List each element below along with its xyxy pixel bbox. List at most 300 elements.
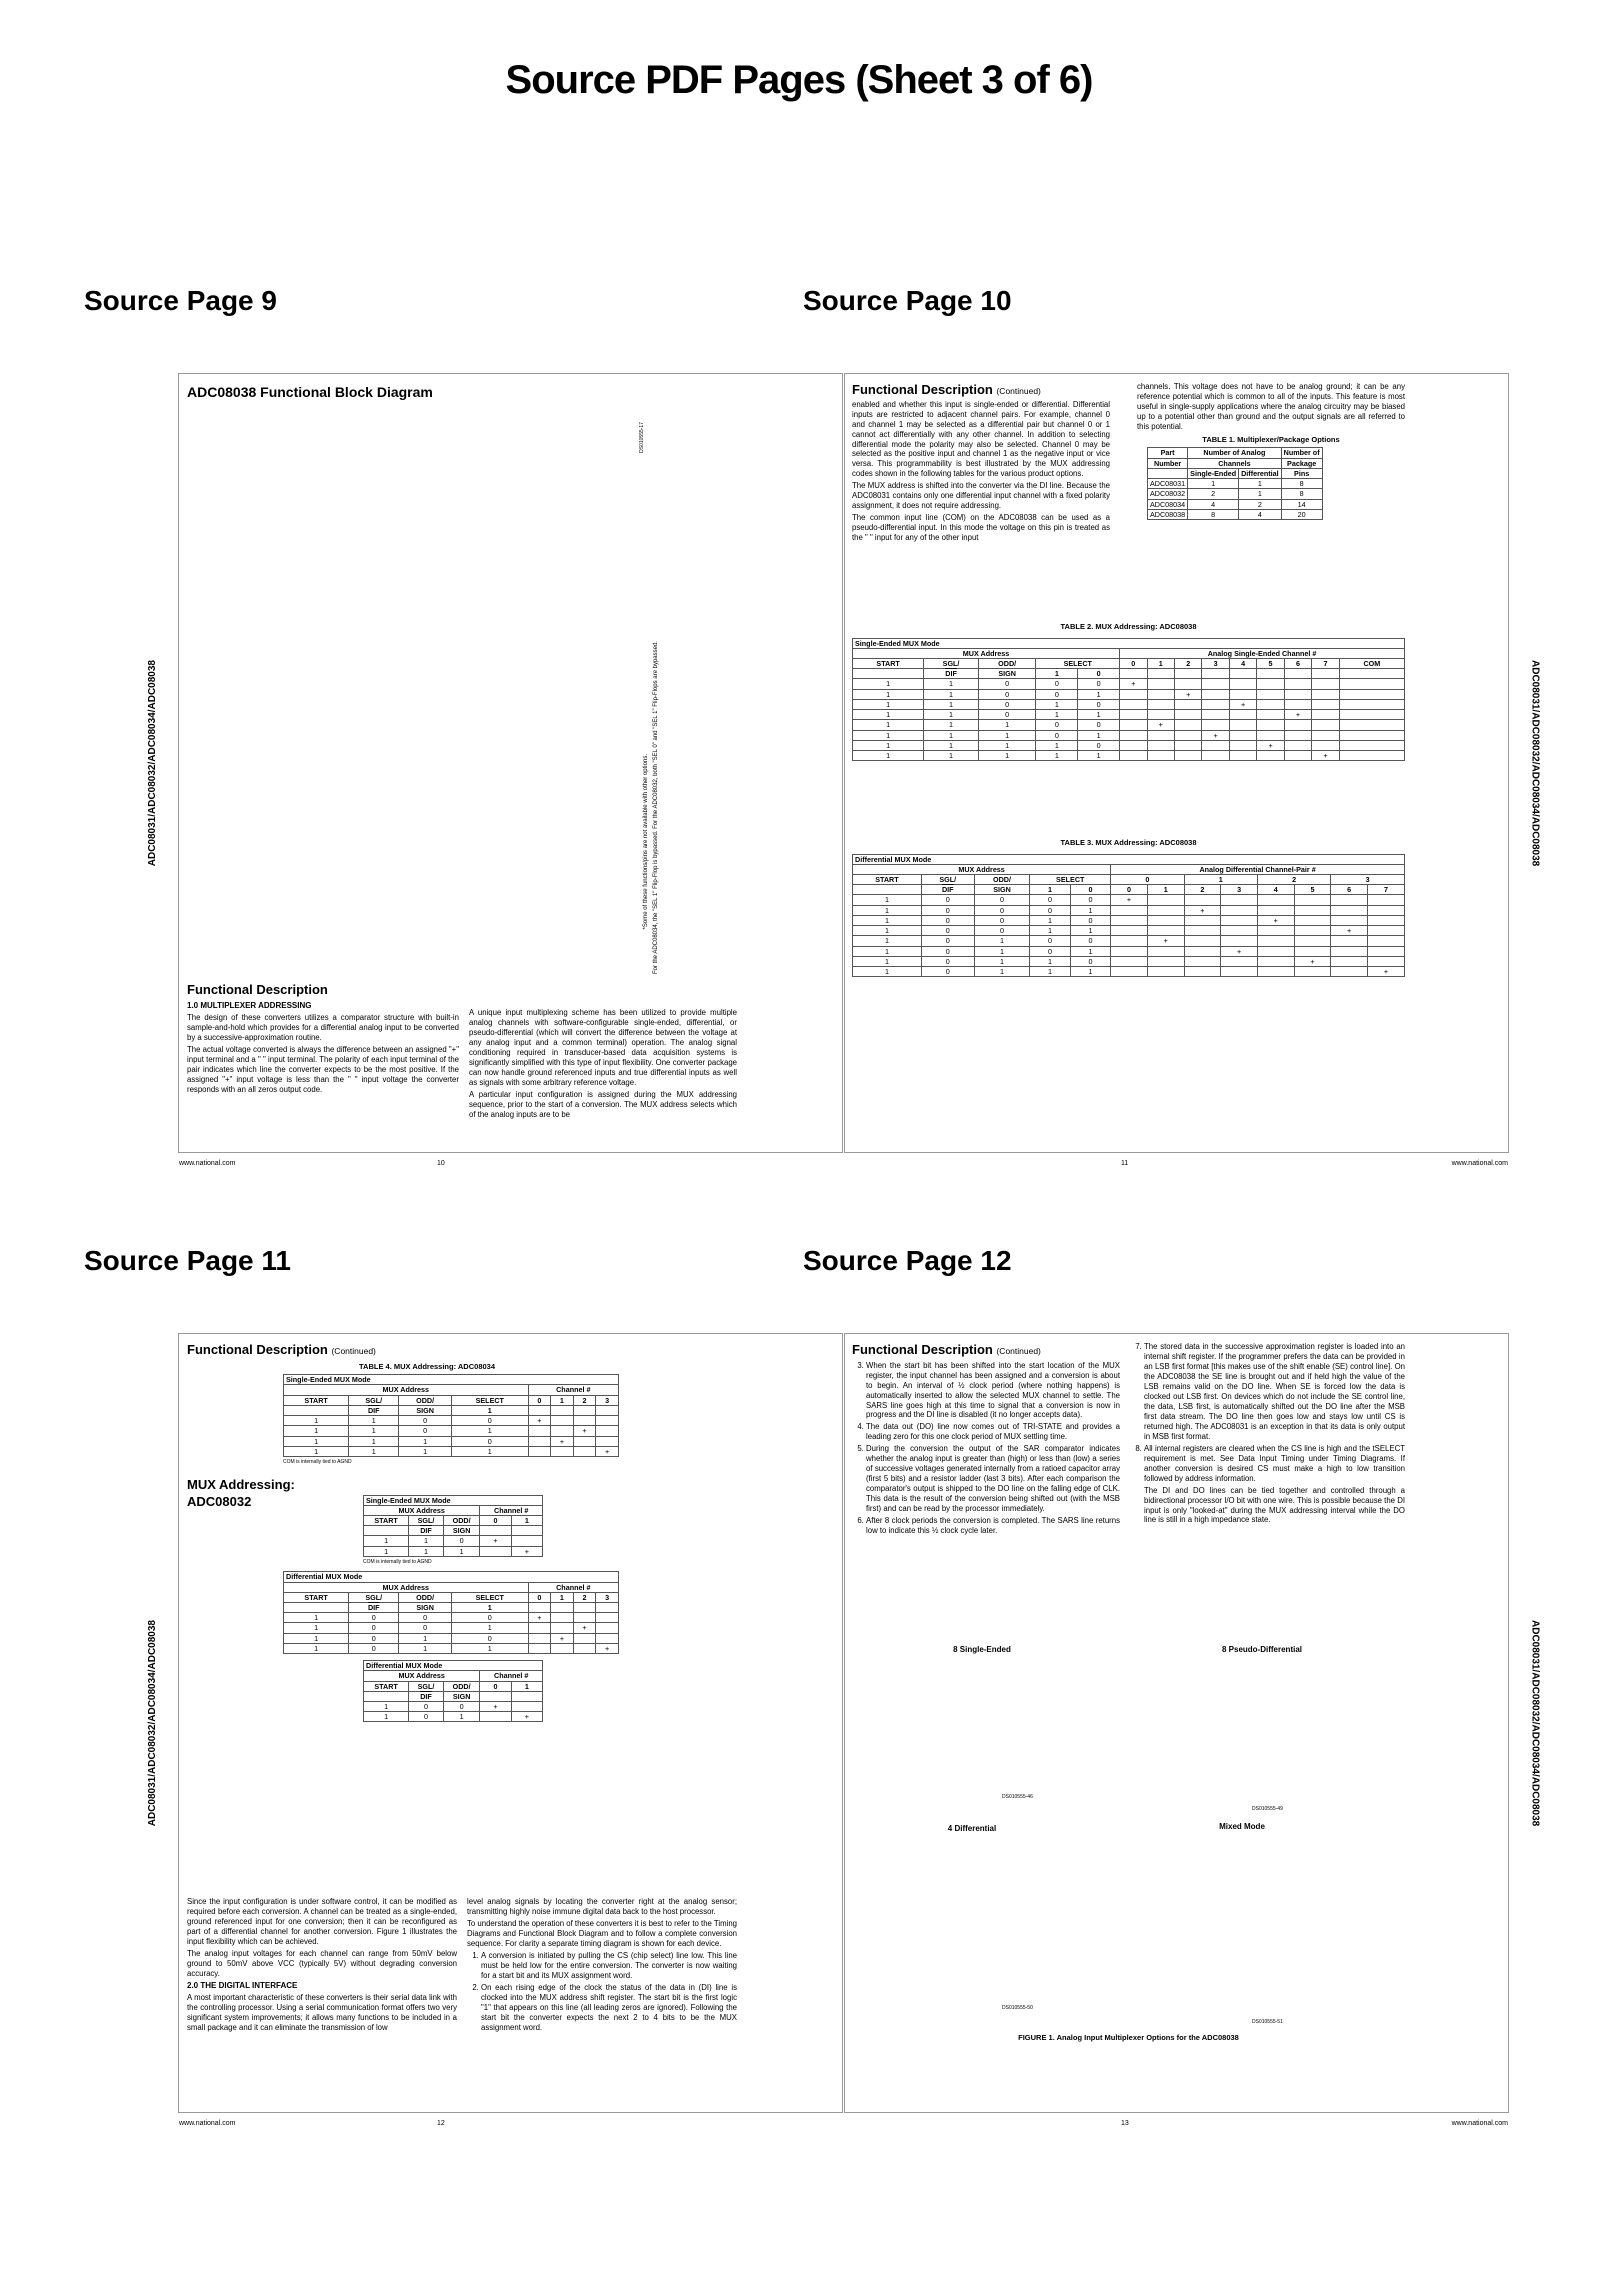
table-cell: 0 [1070, 895, 1110, 905]
table-cell [1284, 740, 1311, 750]
table-cell [1257, 895, 1294, 905]
table-cell: + [1111, 895, 1148, 905]
table-cell: 1 [399, 1643, 452, 1653]
source-page-10-label: Source Page 10 [803, 285, 1012, 316]
table-cell: 0 [349, 1633, 399, 1643]
table-cell [1202, 751, 1229, 761]
table-cell: 1 [853, 710, 924, 720]
figure-code: DS010555-51 [1252, 2019, 1283, 2025]
table-cell [1339, 720, 1404, 730]
table-cell [1184, 967, 1221, 977]
table-cell: 1 [349, 1446, 399, 1456]
adc08032-differential-table: Differential MUX Mode MUX Address Channel # START SGL/ ODD/ SELECT 0 1 2 3 $\overline{DIF}$ SIGN 1 1 0 0 0 + 1 0 0 1 + 1 0 1 0 + 1 0 1 1 + [283, 1571, 619, 1654]
figure-label: Mixed Mode [1219, 1822, 1265, 1831]
paragraph: The actual voltage converted is always the difference between an assigned "+" input terminal and a " " input terminal. The polarity of each input terminal of the pair indicates which line the converter expects to be the most positive. If the assigned "+" input voltage is less than the " " input voltage the converter responds with an all zeros output code. [187, 1044, 459, 1094]
table-cell: 14 [1281, 499, 1322, 509]
table-cell [1312, 720, 1339, 730]
table-row [853, 895, 1405, 905]
table-cell: 1 [1239, 479, 1282, 489]
table-cell: 1 [924, 730, 979, 740]
table-row [284, 1436, 619, 1446]
table-cell [1339, 751, 1404, 761]
table-cell: 1 [853, 926, 922, 936]
table-cell: 0 [1070, 956, 1110, 966]
table-cell [1257, 689, 1284, 699]
table-cell [528, 1436, 551, 1446]
table-cell [551, 1416, 574, 1426]
table-row [853, 956, 1405, 966]
page-number: 11 [1121, 1160, 1129, 1167]
table-cell: 20 [1281, 509, 1322, 519]
table-cell: 1 [924, 751, 979, 761]
paragraph: enabled and whether this input is single-ended or differential. Differential inputs are restricted to adjacent channel pairs. For example, channel 0 and channel 1 may be selected as a differential pair but channel 0 or 1 cannot act differentially with any other channel. In addition to selecting differential mode the polarity may also be selected. Channel 0 may be selected as the positive input and channel 1 as the negative input or vice versa. This programmability is best illustrated by the MUX addressing codes shown in the following tables for the various product options. [852, 399, 1110, 479]
table-cell: 1 [974, 946, 1030, 956]
table-cell [1257, 967, 1294, 977]
table-cell [1257, 956, 1294, 966]
table-row [853, 699, 1405, 709]
section-title: Functional Description (Continued) [852, 382, 1041, 397]
table-cell [1331, 946, 1368, 956]
table-cell [1111, 956, 1148, 966]
table-cell [1312, 730, 1339, 740]
table-cell [1221, 936, 1258, 946]
table-cell: 1 [853, 946, 922, 956]
table-cell [1147, 926, 1184, 936]
figure-label: 8 Single-Ended [953, 1645, 1011, 1654]
table-cell: 0 [349, 1643, 399, 1653]
table-cell [1147, 689, 1174, 699]
table-cell [1120, 699, 1147, 709]
table-cell: + [596, 1446, 619, 1456]
table-cell [1111, 915, 1148, 925]
table-cell: 1 [451, 1643, 528, 1653]
table-cell [573, 1446, 596, 1456]
table-row [853, 936, 1405, 946]
table-cell: 1 [1070, 967, 1110, 977]
side-title: ADC08031/ADC08032/ADC08034/ADC08038 [1529, 659, 1541, 867]
table-cell [1312, 710, 1339, 720]
table-cell: 1 [1036, 751, 1078, 761]
table-cell [573, 1643, 596, 1653]
table-row [284, 1613, 619, 1623]
table-row [284, 1623, 619, 1633]
table-cell: ADC08038 [1148, 509, 1188, 519]
table-cell: + [480, 1701, 511, 1711]
table-cell: 0 [1078, 740, 1120, 750]
table-row [853, 905, 1405, 915]
paragraph: A particular input configuration is assigned during the MUX addressing sequence, prior to the start of a conversion. The MUX address selects which of the analog inputs are to be [469, 1089, 737, 1119]
table-cell [1202, 679, 1229, 689]
table-cell: 1 [1070, 905, 1110, 915]
table-cell [1339, 730, 1404, 740]
table-note: COM is internally tied to AGND [283, 1458, 352, 1465]
table-cell: 0 [399, 1416, 452, 1426]
table-cell: 1 [1030, 926, 1070, 936]
table-cell: 1 [974, 956, 1030, 966]
table-cell [1294, 967, 1331, 977]
table-cell [1184, 926, 1221, 936]
table-row [853, 689, 1405, 699]
table-cell [1229, 740, 1256, 750]
table-row [364, 1701, 543, 1711]
table-cell: 1 [853, 967, 922, 977]
table-cell: 0 [1030, 936, 1070, 946]
table-cell [1339, 710, 1404, 720]
table-cell [1257, 679, 1284, 689]
footer-url: www.national.com [1451, 1160, 1508, 1167]
table-cell: 1 [1036, 699, 1078, 709]
paragraph: The DI and DO lines can be tied together and controlled through a bidirectional processor I/O bit with one wire. This is possible because the DI input is only "looked-at" during the MUX addressing interval while the DO line is still in a high impedance state. [1144, 1485, 1405, 1525]
table-cell: 0 [1036, 689, 1078, 699]
table-cell: 1 [284, 1426, 349, 1436]
table-cell: 0 [921, 895, 974, 905]
table-cell: 1 [284, 1436, 349, 1446]
table-caption: TABLE 1. Multiplexer/Package Options [1202, 434, 1340, 444]
table-cell: 1 [924, 740, 979, 750]
table-cell [1257, 751, 1284, 761]
table-cell: 1 [284, 1643, 349, 1653]
table-cell [1331, 967, 1368, 977]
list-item: 7. The stored data in the successive approximation register is loaded into an internal shift register. If the programmer prefers the data can be provided in an LSB first format [this makes use of the shift enable (SE) control line]. On the ADC08038 the SE line is brought out and if held high the value of the LSB remains valid on the DO line. When SE is forced low the data is clocked out LSB first. On devices which do not include the SE control line, the data, LSB first, is automatically shifted out the DO line after the MSB first data stream. The DO line then goes low and stays low until CS is returned high. The ADC08031 is an exception in that its data is only output in MSB first format. [1144, 1342, 1405, 1442]
footer-url: www.national.com [1451, 2120, 1508, 2127]
section-title: ADC08032 [187, 1493, 252, 1509]
table-cell [1257, 905, 1294, 915]
side-title: ADC08031/ADC08032/ADC08034/ADC08038 [146, 659, 158, 867]
table-cell: + [480, 1536, 511, 1546]
table-cell: 2 [1188, 489, 1239, 499]
table-cell: + [551, 1436, 574, 1446]
table-cell: 1 [1188, 479, 1239, 489]
table-cell: + [1331, 926, 1368, 936]
table-cell: 0 [921, 926, 974, 936]
table-cell [1257, 710, 1284, 720]
table-cell [1147, 905, 1184, 915]
table-cell: + [511, 1712, 542, 1722]
table-cell [1184, 956, 1221, 966]
table-cell [1294, 905, 1331, 915]
source-page-11-label: Source Page 11 [84, 1245, 292, 1276]
table-cell [1367, 946, 1404, 956]
table-cell [1111, 905, 1148, 915]
table-cell: ADC08034 [1148, 499, 1188, 509]
table-cell [1257, 730, 1284, 740]
table-cell: + [1257, 915, 1294, 925]
table-cell [1229, 710, 1256, 720]
table-cell: 0 [974, 926, 1030, 936]
table-cell: + [596, 1643, 619, 1653]
table-cell: 0 [1030, 946, 1070, 956]
table-cell: 1 [284, 1633, 349, 1643]
table-row [284, 1426, 619, 1436]
table-cell: + [528, 1613, 551, 1623]
side-title: ADC08031/ADC08032/ADC08034/ADC08038 [1529, 1619, 1541, 1827]
table-row [853, 710, 1405, 720]
table-cell: + [1147, 720, 1174, 730]
page-number: 12 [437, 2120, 445, 2127]
table-cell [528, 1633, 551, 1643]
table-cell: 1 [451, 1623, 528, 1633]
table-cell: 1 [284, 1613, 349, 1623]
table-cell: 1 [853, 751, 924, 761]
table-cell [573, 1633, 596, 1643]
table-cell [1221, 905, 1258, 915]
table-cell [1147, 699, 1174, 709]
table-cell: 0 [451, 1436, 528, 1446]
figure-code: DS010555-17 [639, 422, 645, 453]
table-cell [1284, 679, 1311, 689]
table-cell [1202, 699, 1229, 709]
table-cell: 0 [451, 1416, 528, 1426]
table-cell: 1 [284, 1416, 349, 1426]
table-cell: 1 [974, 936, 1030, 946]
table-cell: 0 [443, 1701, 480, 1711]
side-title: ADC08031/ADC08032/ADC08034/ADC08038 [146, 1619, 158, 1827]
table-cell [1120, 720, 1147, 730]
figure-code: DS010555-46 [1002, 1794, 1033, 1800]
table-cell: + [528, 1416, 551, 1426]
table-cell [1367, 895, 1404, 905]
table-cell: 1 [443, 1546, 480, 1556]
table-cell: + [551, 1633, 574, 1643]
section-title: Functional Description (Continued) [852, 1342, 1041, 1357]
table-cell [1111, 926, 1148, 936]
table-cell [1147, 946, 1184, 956]
table-cell [1111, 967, 1148, 977]
table-cell: 0 [399, 1613, 452, 1623]
table-row [1148, 479, 1323, 489]
paragraph: Since the input configuration is under software control, it can be modified as required before each conversion. A channel can be treated as a single-ended, ground referenced input for one conversion; then it can be reconfigured as part of a differential channel for another conversion. Figure 1 illustrates the input flexibility which can be achieved. [187, 1897, 457, 1946]
table-cell: 1 [853, 915, 922, 925]
table-cell [596, 1613, 619, 1623]
table-cell: 0 [974, 895, 1030, 905]
figure-label: 4 Differential [947, 1824, 997, 1833]
table-cell: 1 [978, 740, 1036, 750]
list-item: 5. During the conversion the output of the SAR comparator indicates whether the analog input is greater than (high) or less than (low) a series of successive voltages generated internally from a ratioed capacitor array (first 5 bits) and a resistor ladder (last 3 bits). After each comparison the comparator's output is shipped to the DO line on the falling edge of CLK. This data is the result of the conversion being shifted out (with the MSB first) and can be read by the processor immediately. [866, 1444, 1120, 1514]
table-cell: + [1284, 710, 1311, 720]
table-cell [1147, 740, 1174, 750]
table-cell: 1 [1078, 710, 1120, 720]
table-cell [1229, 751, 1256, 761]
table-cell: + [1367, 967, 1404, 977]
table-cell [1229, 730, 1256, 740]
table-row [364, 1546, 543, 1556]
table-cell: + [1257, 740, 1284, 750]
table-cell: 1 [1030, 967, 1070, 977]
table-cell [1184, 936, 1221, 946]
table-cell [551, 1613, 574, 1623]
table-cell [1294, 946, 1331, 956]
table-cell: 0 [1078, 679, 1120, 689]
table-cell: 0 [1036, 679, 1078, 689]
table-cell [1174, 699, 1201, 709]
table-cell: + [573, 1623, 596, 1633]
table-cell [1294, 895, 1331, 905]
package-options-table: Part Number of Analog Number of Number Channels Package Single-Ended Differential Pins ADC08031 1 1 8 ADC08032 2 1 8 ADC08034 4 2 14 ADC08038 8 4 20 [1147, 447, 1323, 520]
table-row [853, 679, 1405, 689]
table-cell [1339, 689, 1404, 699]
table-cell [1202, 720, 1229, 730]
paragraph: The design of these converters utilizes a comparator structure with built-in sample-and-hold which provides for a differential analog input to be converted by a successive-approximation routine. [187, 1012, 459, 1042]
table-cell [1367, 915, 1404, 925]
table-cell: 1 [349, 1416, 399, 1426]
table-cell [1147, 967, 1184, 977]
table-cell [1174, 720, 1201, 730]
table-cell: + [1184, 905, 1221, 915]
table-cell: 1 [853, 679, 924, 689]
table-cell: 0 [443, 1536, 480, 1546]
table-cell: 1 [978, 720, 1036, 730]
table-cell [1312, 740, 1339, 750]
table-cell [596, 1633, 619, 1643]
table-cell [1174, 710, 1201, 720]
list-item: 6. After 8 clock periods the conversion is completed. The SARS line returns low to indicate this ½ clock cycle later. [866, 1516, 1120, 1536]
table-cell [1331, 956, 1368, 966]
table-cell [1120, 740, 1147, 750]
table-caption: TABLE 2. MUX Addressing: ADC08038 [1060, 622, 1197, 631]
table-cell [1147, 915, 1184, 925]
table-cell: 1 [1078, 751, 1120, 761]
table-cell: 0 [921, 956, 974, 966]
table-cell: + [1221, 946, 1258, 956]
table-cell: 2 [1239, 499, 1282, 509]
section-title: Functional Description [187, 982, 328, 997]
mux-differential-table: Differential MUX Mode MUX Address Analog Differential Channel-Pair # START SGL/ ODD/ SELECT 0 1 2 3 $\overline{DIF}$ SIGN 1 0 0 1 2 3 4 5 6 7 1 0 0 0 0 + 1 0 0 0 1 + 1 0 0 1 0 + 1 0 0 1 1 + 1 0 1 0 0 + 1 0 1 0 1 + 1 0 1 1 0 + 1 0 1 1 1 + [852, 854, 1405, 978]
table-cell [1147, 956, 1184, 966]
table-cell: 0 [978, 699, 1036, 709]
adc08034-single-ended-table: Single-Ended MUX Mode MUX Address Channel # START SGL/ ODD/ SELECT 0 1 2 3 $\overline{DIF}$ SIGN 1 1 1 0 0 + 1 1 0 1 + 1 1 1 0 + 1 1 1 1 + [283, 1374, 619, 1457]
diagram-note: For the ADC08034, the "SEL 1" Flip-Flop is bypassed. For the ADC08032, both "SEL 0" and "SEL 1" Flip-Flops are bypassed. [653, 641, 659, 974]
table-cell [528, 1446, 551, 1456]
pdf-page-11 [146, 1333, 843, 2127]
table-cell: 0 [451, 1613, 528, 1623]
table-cell: 1 [1030, 956, 1070, 966]
table-cell: 1 [1070, 926, 1110, 936]
table-row [1148, 499, 1323, 509]
table-cell: 1 [451, 1446, 528, 1456]
pdf-page-9 [146, 373, 843, 1167]
table-row [853, 946, 1405, 956]
table-cell [1174, 740, 1201, 750]
table-cell [551, 1426, 574, 1436]
page-title: ADC08038 Functional Block Diagram [187, 384, 433, 400]
table-cell [1294, 936, 1331, 946]
table-cell [1331, 915, 1368, 925]
table-cell: 1 [349, 1436, 399, 1446]
table-cell [1331, 905, 1368, 915]
paragraph: A unique input multiplexing scheme has been utilized to provide multiple analog channels with software-configurable single-ended, differential, or pseudo-differential (which will convert the difference between the voltage at any analog input and a common terminal) operation. The analog signal conditioning required in transducer-based data acquisition systems is significantly simplified with this type of input flexibility. One converter package can now handle ground referenced inputs and true differential inputs as well as signals with some arbitrary reference voltage. [469, 1008, 737, 1087]
table-cell: 1 [364, 1712, 409, 1722]
table-cell: 1 [349, 1426, 399, 1436]
table-cell [1331, 936, 1368, 946]
list-item: 3. When the start bit has been shifted into the start location of the MUX register, the input channel has been assigned and a conversion is about to begin. An interval of ½ clock period (where nothing happens) is automatically inserted to allow the selected MUX channel to settle. The SARS line goes high at this time to signal that a conversion is now in progress and the DI line is disabled (it no longer accepts data). [866, 1361, 1120, 1421]
table-cell: + [1202, 730, 1229, 740]
table-cell [573, 1416, 596, 1426]
subsection-title: 2.0 THE DIGITAL INTERFACE [187, 1980, 298, 1990]
table-cell: 1 [364, 1536, 409, 1546]
table-cell [1120, 710, 1147, 720]
footer-url: www.national.com [179, 2120, 236, 2127]
table-cell [1257, 946, 1294, 956]
table-cell [596, 1426, 619, 1436]
table-cell [1367, 905, 1404, 915]
table-cell [1257, 720, 1284, 730]
table-cell: 1 [853, 956, 922, 966]
table-cell [1367, 926, 1404, 936]
table-cell [551, 1643, 574, 1653]
table-row [1148, 489, 1323, 499]
table-cell: 1 [443, 1712, 480, 1722]
table-cell: 0 [974, 905, 1030, 915]
table-cell [1174, 751, 1201, 761]
figure-label: 8 Pseudo-Differential [1221, 1645, 1302, 1654]
pdf-page-10 [844, 373, 1541, 1167]
table-row [853, 720, 1405, 730]
figure-code: DS010555-49 [1252, 1806, 1283, 1812]
table-cell: 0 [978, 679, 1036, 689]
table-cell [1257, 926, 1294, 936]
table-row [853, 926, 1405, 936]
table-cell [551, 1446, 574, 1456]
table-cell [1367, 936, 1404, 946]
table-cell [1221, 956, 1258, 966]
table-cell: 1 [1036, 710, 1078, 720]
figure-code: DS010555-50 [1002, 2005, 1033, 2011]
table-cell: 0 [409, 1712, 444, 1722]
table-row [284, 1643, 619, 1653]
table-cell [1147, 895, 1184, 905]
table-caption: TABLE 4. MUX Addressing: ADC08034 [359, 1361, 495, 1371]
table-cell [1229, 720, 1256, 730]
table-cell [1229, 689, 1256, 699]
section-title: Functional Description (Continued) [187, 1342, 376, 1357]
table-cell [1294, 915, 1331, 925]
list-item: 1. A conversion is initiated by pulling the CS (chip select) line low. This line must be held low for the entire conversion. The converter is now waiting for a start bit and its MUX assignment word. [481, 1951, 737, 1981]
table-cell [511, 1536, 542, 1546]
table-cell: 1 [364, 1701, 409, 1711]
paragraph: channels. This voltage does not have to be analog ground; it can be any reference potential which is common to all of the inputs. This feature is most useful in single-supply applications where the analog circuitry may be biased up to a potential other than ground and the output signals are all referred to this potential. [1137, 382, 1405, 431]
table-cell: 1 [399, 1633, 452, 1643]
table-cell: 0 [921, 915, 974, 925]
table-cell [1111, 946, 1148, 956]
table-cell: 1 [409, 1536, 444, 1546]
table-cell [1294, 926, 1331, 936]
paragraph: level analog signals by locating the converter right at the analog sensor; transmitting highly noise immune digital data back to the host processor. [467, 1897, 737, 1916]
table-cell: + [1120, 679, 1147, 689]
pdf-page-12 [844, 1333, 1541, 2127]
table-cell: 0 [349, 1613, 399, 1623]
table-cell [551, 1623, 574, 1633]
paragraph: A most important characteristic of these converters is their serial data link with the controlling processor. Using a serial communication format offers two very significant system improvements; it allows many functions to be included in a small package and it can eliminate the transmission of low [187, 1992, 457, 2032]
table-cell [1284, 751, 1311, 761]
table-cell [1257, 699, 1284, 709]
table-cell [1147, 730, 1174, 740]
table-cell [1174, 730, 1201, 740]
table-row [853, 740, 1405, 750]
table-row [853, 967, 1405, 977]
table-cell [1184, 915, 1221, 925]
table-cell: 1 [1078, 689, 1120, 699]
table-cell: 1 [1030, 915, 1070, 925]
paragraph: The analog input voltages for each channel can range from 50mV below ground to 50mV above VCC (typically 5V) without degrading conversion accuracy. [187, 1948, 457, 1978]
table-note: COM is internally tied to AGND [363, 1558, 432, 1565]
table-cell: 4 [1188, 499, 1239, 509]
table-cell: 1 [853, 699, 924, 709]
table-cell [1339, 699, 1404, 709]
table-cell: 1 [399, 1446, 452, 1456]
table-cell [1147, 679, 1174, 689]
table-cell [1184, 895, 1221, 905]
table-cell [1339, 679, 1404, 689]
